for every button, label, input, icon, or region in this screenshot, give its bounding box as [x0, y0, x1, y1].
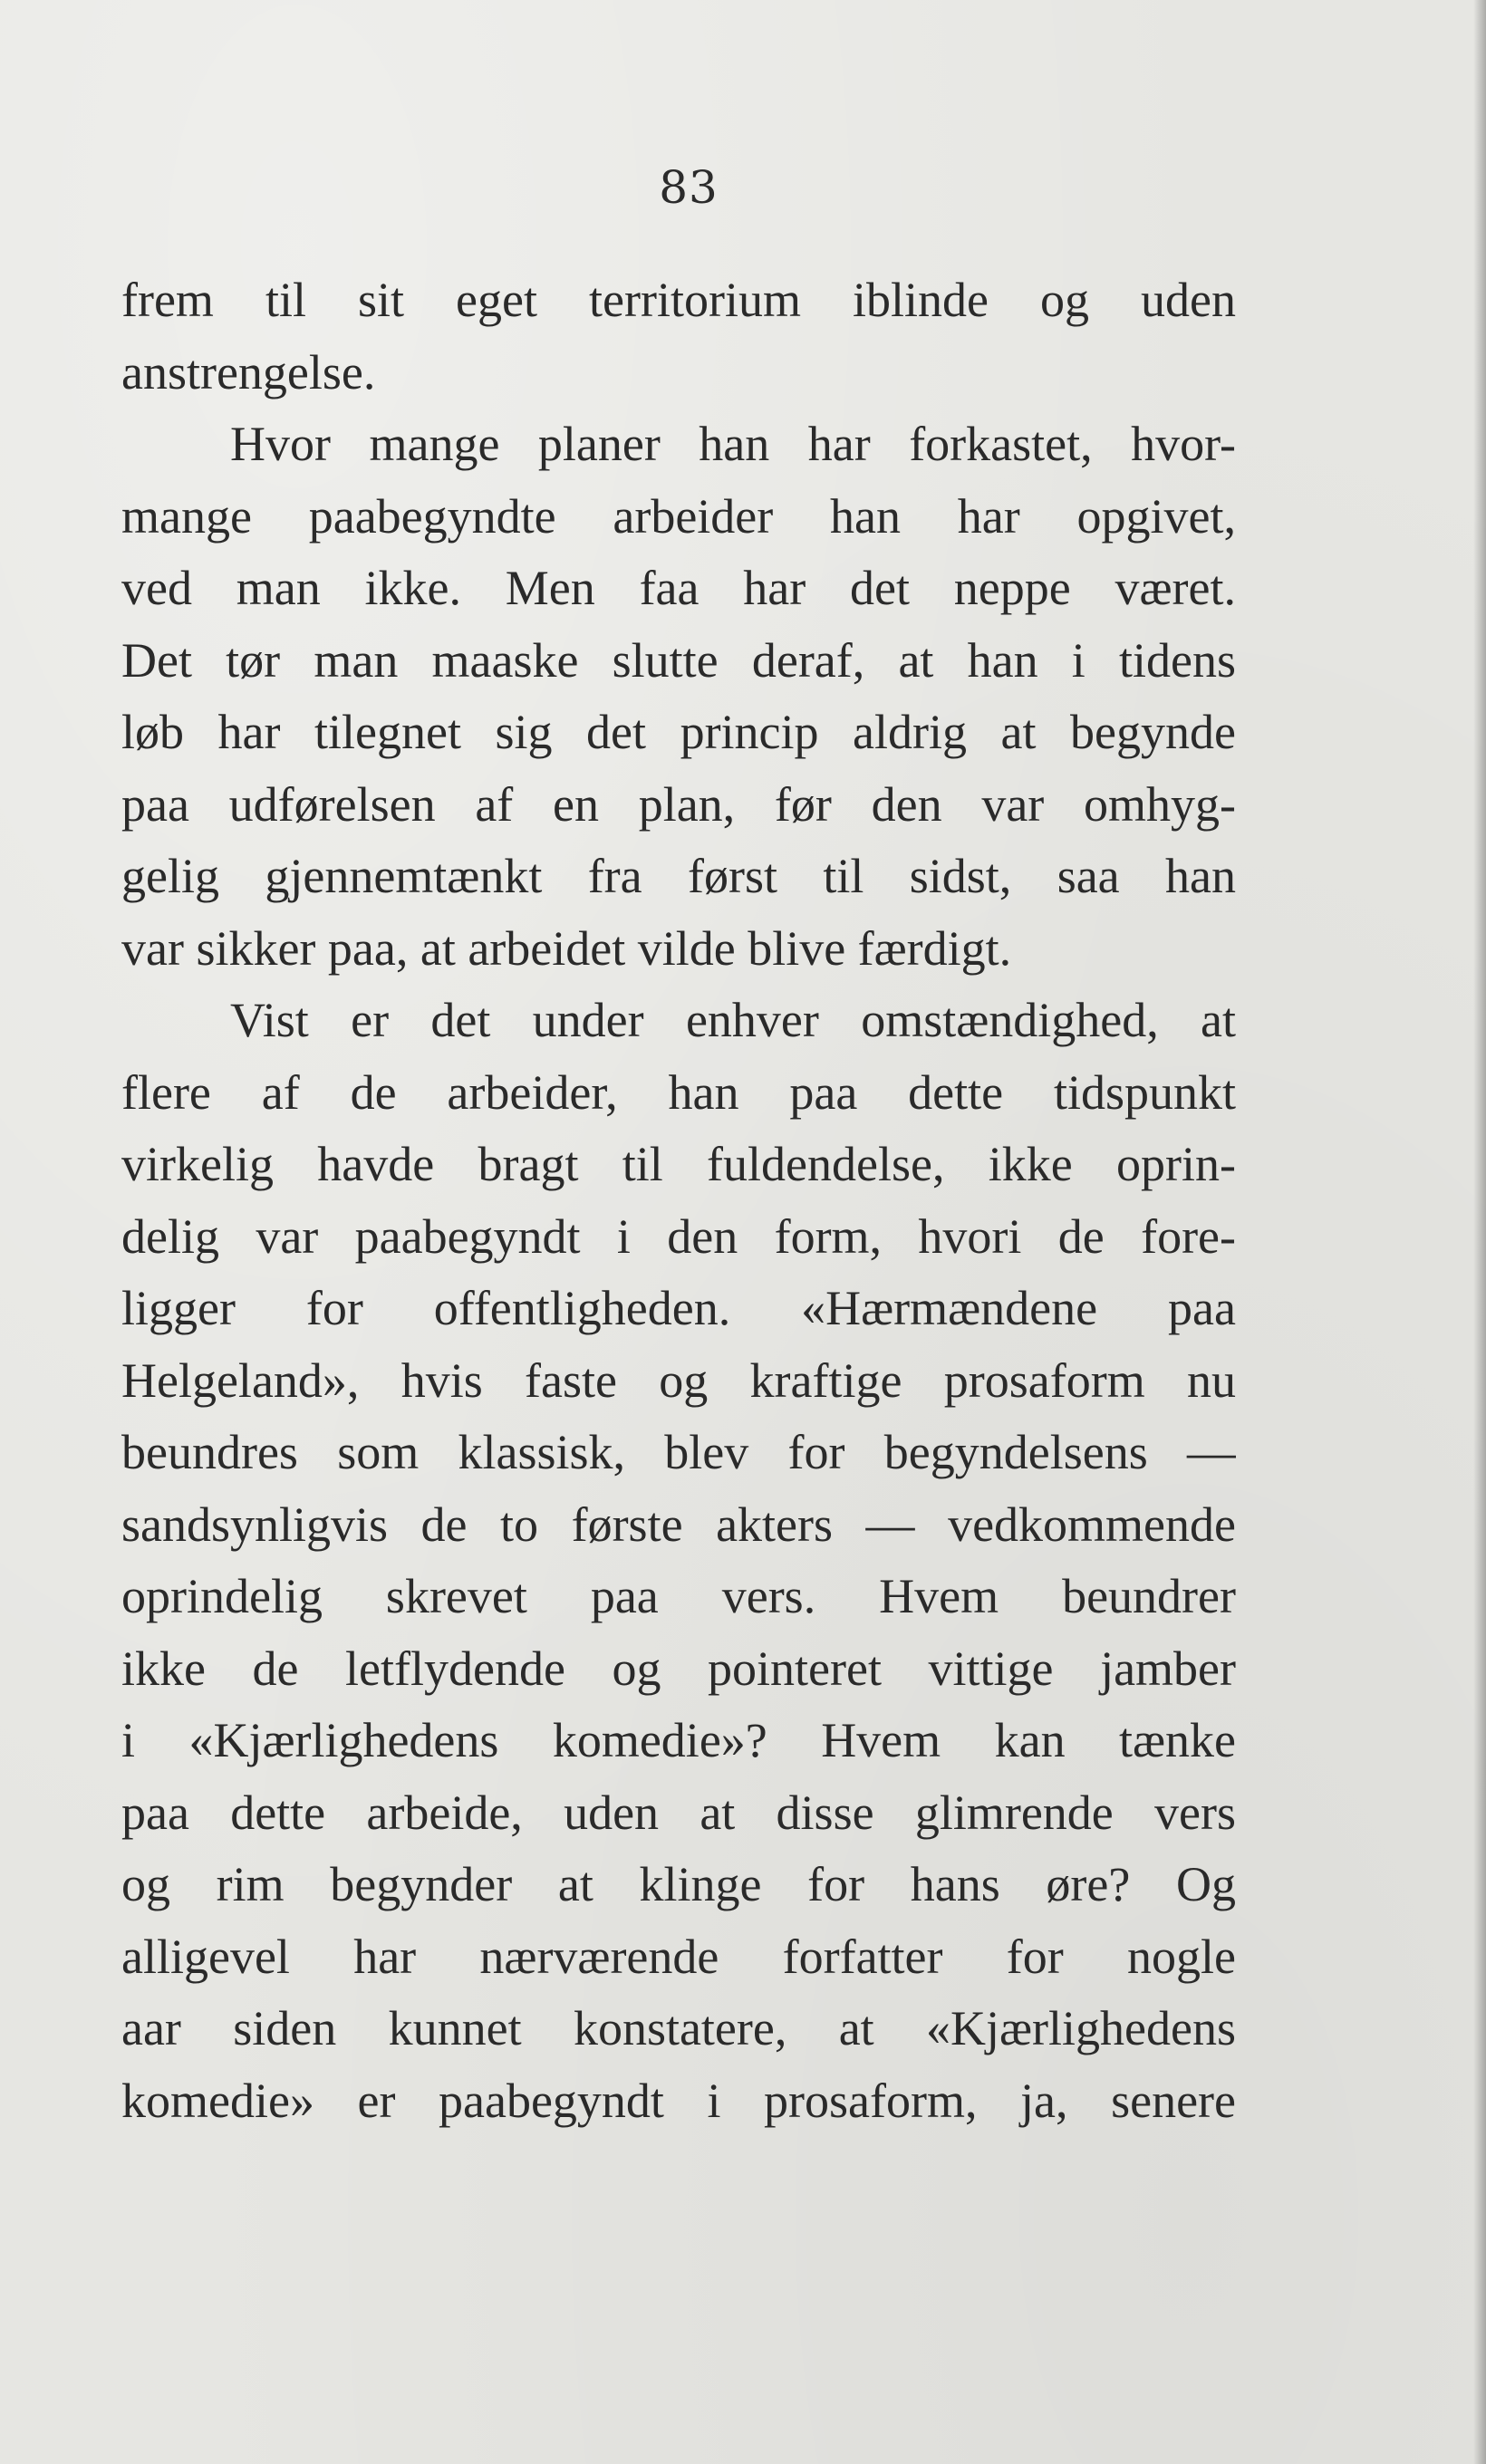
text-line: paa udførelsen af en plan, før den var omhyg-: [121, 776, 1236, 832]
text-line: aar siden kunnet konstatere, at «Kjærlighedens: [121, 2001, 1236, 2055]
text-line: Helgeland», hvis faste og kraftige prosaform nu: [121, 1352, 1236, 1408]
text-line: ved man ikke. Men faa har det neppe været.: [121, 561, 1236, 615]
text-line: anstrengelse.: [121, 344, 376, 399]
text-line: sandsynligvis de to første akters — vedkommende: [121, 1497, 1236, 1552]
text-line: og rim begynder at klinge for hans øre? Og: [121, 1857, 1236, 1911]
text-line: mange paabegyndte arbeider han har opgivet,: [121, 488, 1236, 544]
body-text: [121, 265, 1236, 2137]
text-line: Vist er det under enhver omstændighed, at: [230, 993, 1236, 1047]
text-line: beundres som klassisk, blev for begyndelsens —: [121, 1425, 1236, 1479]
text-line: delig var paabegyndt i den form, hvori de fore-: [121, 1208, 1236, 1264]
text-line: Det tør man maaske slutte deraf, at han i tidens: [121, 632, 1236, 688]
text-line: frem til sit eget territorium iblinde og uden: [121, 273, 1236, 327]
page-edge-shadow: [1473, 0, 1486, 2464]
text-line: komedie» er paabegyndt i prosaform, ja, senere: [121, 2073, 1236, 2128]
text-line: løb har tilegnet sig det princip aldrig at begynde: [121, 705, 1236, 759]
text-line: i «Kjærlighedens komedie»? Hvem kan tænke: [121, 1713, 1236, 1767]
text-line: ikke de letflydende og pointeret vittige jamber: [121, 1641, 1236, 1696]
text-line: flere af de arbeider, han paa dette tidspunkt: [121, 1064, 1236, 1120]
page-number: 83: [659, 161, 719, 214]
text-line: var sikker paa, at arbeidet vilde blive færdigt.: [121, 920, 1012, 976]
text-line: gelig gjennemtænkt fra først til sidst, saa han: [121, 849, 1236, 903]
text-line: Hvor mange planer han har forkastet, hvor-: [230, 417, 1236, 471]
text-line: ligger for offentligheden. «Hærmændene paa: [121, 1281, 1236, 1335]
text-line: virkelig havde bragt til fuldendelse, ikke oprin-: [121, 1137, 1236, 1191]
text-line: oprindelig skrevet paa vers. Hvem beundrer: [121, 1569, 1236, 1623]
text-line: paa dette arbeide, uden at disse glimrende vers: [121, 1785, 1236, 1840]
text-line: alligevel har nærværende forfatter for nogle: [121, 1929, 1236, 1984]
